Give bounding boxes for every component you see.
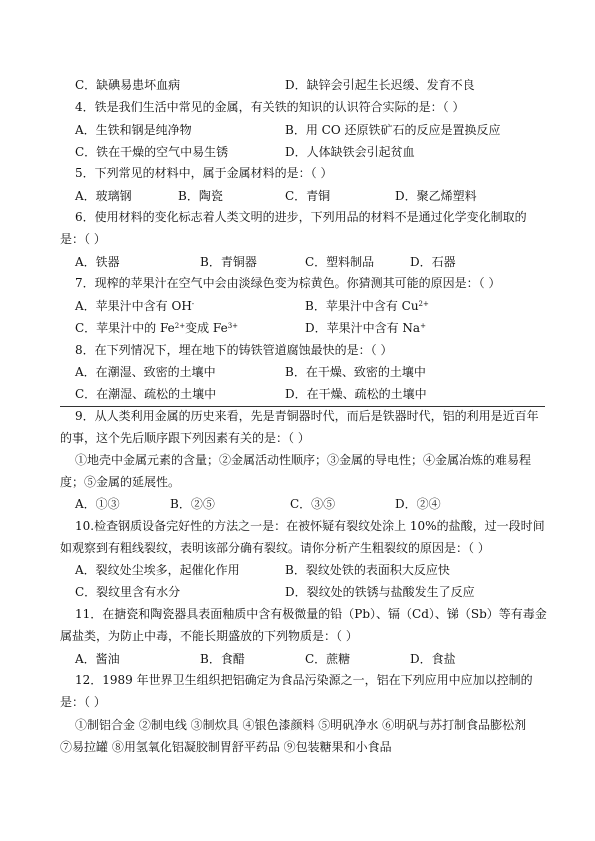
- q5-option-d: D．聚乙烯塑料: [395, 189, 477, 203]
- q4-option-a: A．生铁和钢是纯净物: [75, 123, 192, 137]
- q7-option-d: D．苹果汁中含有 Na+: [305, 321, 426, 335]
- q8-option-d: D．在干燥、疏松的土壤中: [285, 387, 427, 401]
- q11-option-a: A．酱油: [75, 652, 120, 666]
- q7-option-c: C．苹果汁中的 $Fe^{2+}$变成 $Fe^{3+}$: [75, 321, 239, 335]
- q7-option-a: A．苹果汁中含有 OH-: [75, 299, 195, 313]
- q9-stem-line1: 9．从人类利用金属的历史来看，先是青铜器时代，而后是铁器时代，铝的利用是近百年: [75, 409, 539, 423]
- q7-stem: 7．现榨的苹果汁在空气中会由淡绿色变为棕黄色。你猜测其可能的原因是：（ ）: [75, 276, 501, 290]
- q11-stem-line1: 11．在搪瓷和陶瓷器具表面釉质中含有极微量的铅（Pb）、镉（Cd）、锑（Sb）等有毒金: [75, 607, 547, 621]
- q10-stem-line2: 如观察到有粗线裂纹，表明该部分确有裂纹。请你分析产生粗裂纹的原因是：（ ）: [60, 541, 490, 555]
- q11-stem-line2: 属盐类，为防止中毒，不能长期盛放的下列物质是：（ ）: [60, 629, 358, 643]
- q10-stem-line1: 10.检查钢质设备完好性的方法之一是：在被怀疑有裂纹处涂上 10%的盐酸，过一段时间: [75, 519, 545, 533]
- q9-stem-line3: ①地壳中金属元素的含量；②金属活动性顺序；③金属的导电性；④金属冶炼的难易程: [75, 453, 532, 467]
- q6-option-a: A．铁器: [75, 255, 120, 269]
- q9-stem-line4: 度；⑤金属的延展性。: [60, 475, 181, 489]
- q10-option-b: B．裂纹处铁的表面积大反应快: [285, 563, 450, 577]
- q10-option-a: A．裂纹处尘埃多，起催化作用: [75, 563, 240, 577]
- q8-option-c: C．在潮湿、疏松的土壤中: [75, 387, 217, 401]
- q7-option-b: B．苹果汁中含有 $Cu^{2+}$: [305, 299, 429, 313]
- q8-option-a: A．在潮湿、致密的土壤中: [75, 365, 216, 379]
- q3-option-c: C．缺碘易患坏血病: [75, 78, 181, 92]
- q12-stem-line1: 12．1989 年世界卫生组织把铝确定为食品污染源之一，铝在下列应用中应加以控制的: [75, 673, 533, 687]
- q12-stem-line2: 是：（ ）: [60, 695, 106, 709]
- q9-option-a: A．①③: [75, 497, 120, 511]
- q11-option-b: B．食醋: [200, 652, 245, 666]
- q9-option-b: B．②⑤: [170, 497, 215, 511]
- q6-option-d: D．石器: [410, 255, 456, 269]
- divider-line: [60, 406, 545, 407]
- q4-option-c: C．铁在干燥的空气中易生锈: [75, 145, 229, 159]
- q6-stem-line2: 是：（ ）: [60, 232, 106, 246]
- q8-option-b: B．在干燥、致密的土壤中: [285, 365, 426, 379]
- q8-stem: 8．在下列情况下，埋在地下的铸铁管道腐蚀最快的是：（ ）: [75, 343, 393, 357]
- q6-stem-line1: 6．使用材料的变化标志着人类文明的进步，下列用品的材料不是通过化学变化制取的: [75, 210, 527, 224]
- q9-option-d: D．②④: [395, 497, 441, 511]
- q4-option-d: D．人体缺铁会引起贫血: [285, 145, 415, 159]
- q5-option-a: A．玻璃钢: [75, 189, 132, 203]
- q4-option-b: B．用 CO 还原铁矿石的反应是置换反应: [285, 123, 501, 137]
- q12-stem-line4: ⑦易拉罐 ⑧用氢氧化铝凝胶制胃舒平药品 ⑨包装糖果和小食品: [60, 740, 392, 754]
- q3-option-d: D．缺锌会引起生长迟缓、发育不良: [285, 78, 475, 92]
- q11-option-c: C．蔗糖: [305, 652, 351, 666]
- q5-option-b: B．陶瓷: [178, 189, 223, 203]
- q9-stem-line2: 的事，这个先后顺序跟下列因素有关的是：（ ）: [60, 431, 310, 445]
- q4-stem: 4．铁是我们生活中常见的金属，有关铁的知识的认识符合实际的是：（ ）: [75, 100, 465, 114]
- q10-option-d: D．裂纹处的铁锈与盐酸发生了反应: [285, 585, 475, 599]
- q11-option-d: D．食盐: [410, 652, 456, 666]
- q5-option-c: C．青铜: [285, 189, 331, 203]
- q10-option-c: C．裂纹里含有水分: [75, 585, 181, 599]
- q6-option-c: C．塑料制品: [305, 255, 375, 269]
- q12-stem-line3: ①制铝合金 ②制电线 ③制炊具 ④银色漆颜料 ⑤明矾净水 ⑥明矾与苏打制食品膨松剂: [75, 718, 527, 732]
- q9-option-c: C．③⑤: [290, 497, 336, 511]
- q5-stem: 5．下列常见的材料中，属于金属材料的是：（ ）: [75, 166, 333, 180]
- q6-option-b: B．青铜器: [200, 255, 257, 269]
